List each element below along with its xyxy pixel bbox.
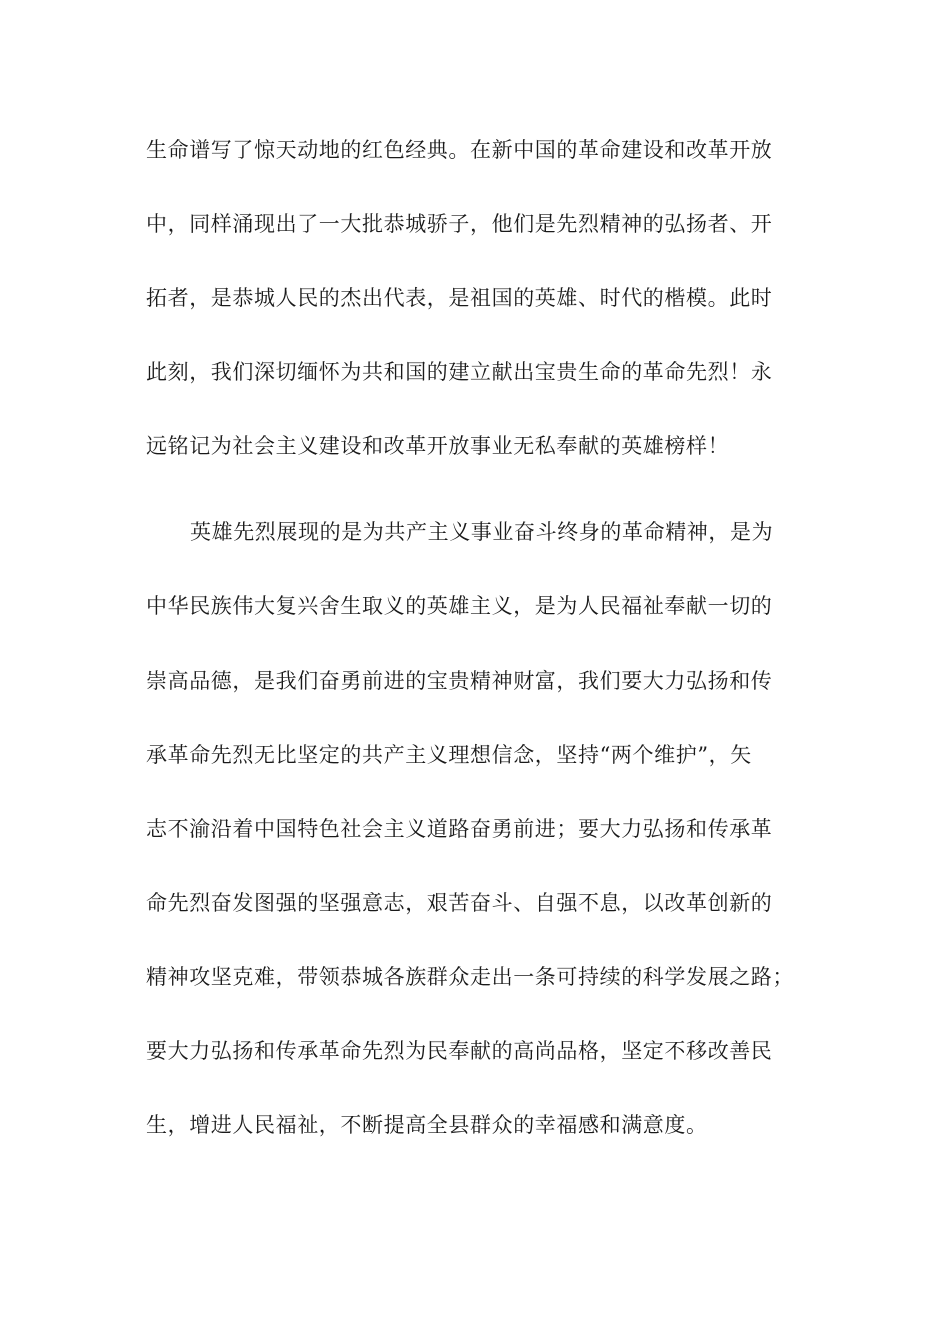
- paragraph-line: 远铭记为社会主义建设和改革开放事业无私奉献的英雄榜样！: [146, 434, 730, 458]
- paragraph-line: 中，同样涌现出了一大批恭城骄子，他们是先烈精神的弘扬者、开: [146, 212, 773, 236]
- paragraph-line: 精神攻坚克难，带领恭城各族群众走出一条可持续的科学发展之路；: [146, 965, 794, 989]
- paragraph-line: 命先烈奋发图强的坚强意志，艰苦奋斗、自强不息，以改革创新的: [146, 891, 773, 915]
- paragraph-line: 要大力弘扬和传承革命先烈为民奉献的高尚品格，坚定不移改善民: [146, 1039, 773, 1063]
- paragraph-line: 此刻，我们深切缅怀为共和国的建立献出宝贵生命的革命先烈！永: [146, 360, 773, 384]
- paragraph-line: 崇高品德，是我们奋勇前进的宝贵精神财富，我们要大力弘扬和传: [146, 669, 773, 693]
- paragraph-line: 生，增进人民福祉，不断提高全县群众的幸福感和满意度。: [146, 1113, 708, 1137]
- paragraph-line: 生命谱写了惊天动地的红色经典。在新中国的革命建设和改革开放: [146, 138, 773, 162]
- paragraph-line: 拓者，是恭城人民的杰出代表，是祖国的英雄、时代的楷模。此时: [146, 286, 773, 310]
- paragraph-line: 英雄先烈展现的是为共产主义事业奋斗终身的革命精神，是为: [190, 520, 774, 544]
- paragraph-line: 志不渝沿着中国特色社会主义道路奋勇前进；要大力弘扬和传承革: [146, 817, 773, 841]
- paragraph-line: 承革命先烈无比坚定的共产主义理想信念，坚持“两个维护”，矢: [146, 743, 752, 767]
- paragraph-line: 中华民族伟大复兴舍生取义的英雄主义，是为人民福祉奉献一切的: [146, 594, 773, 618]
